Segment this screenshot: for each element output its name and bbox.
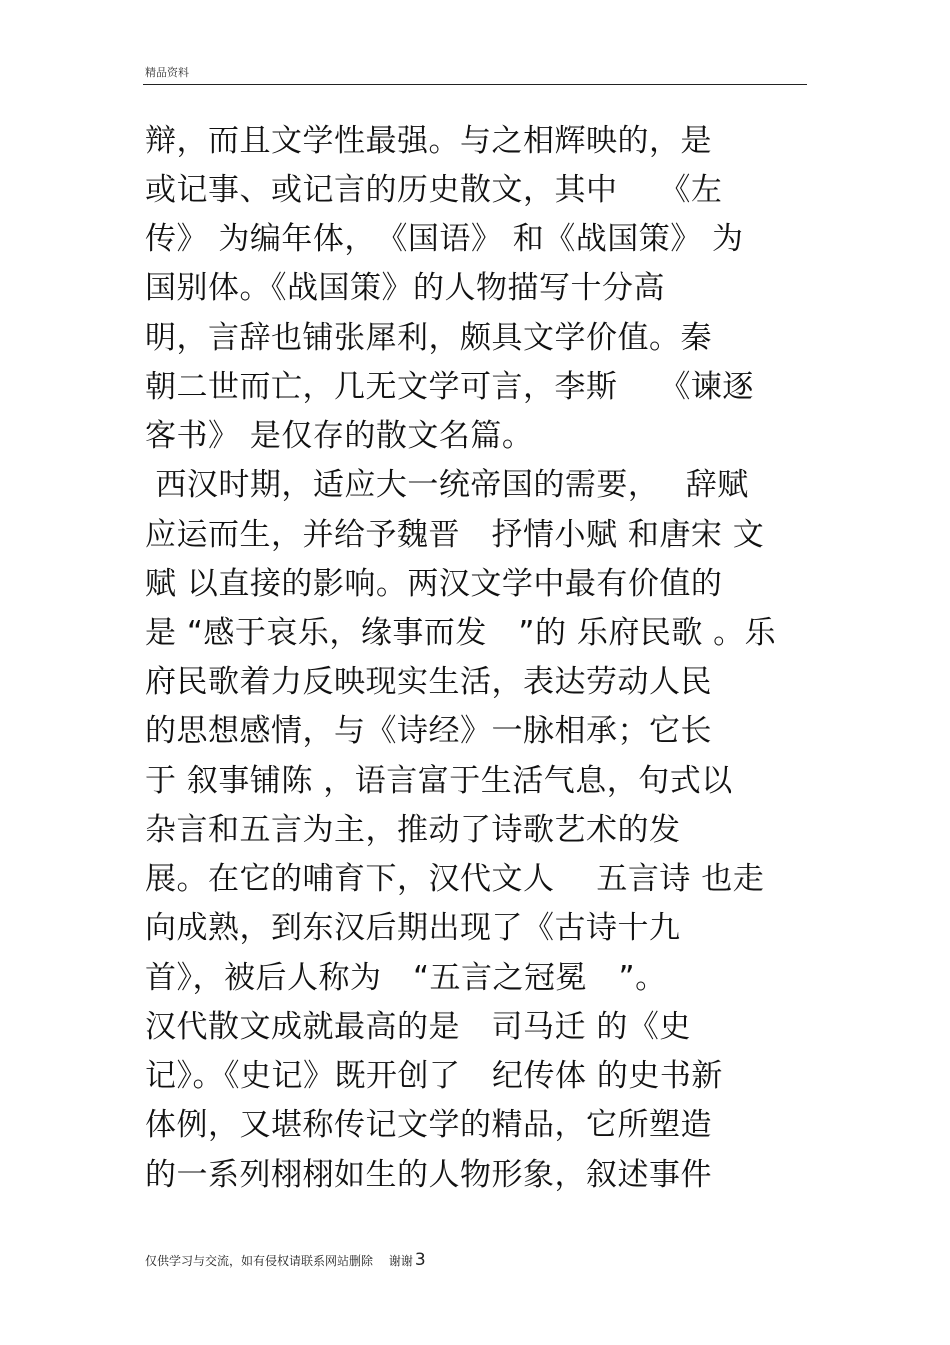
text-line: 杂言和五言为主，推动了诗歌艺术的发 (145, 812, 681, 848)
text-line: 的一系列栩栩如生的人物形象，叙述事件 (145, 1157, 712, 1193)
page-footer (145, 1250, 426, 1270)
text-line: 体例，又堪称传记文学的精品，它所塑造 (145, 1107, 712, 1143)
text-line: 国别体。《战国策》的人物描写十分高 (145, 270, 665, 306)
footer-text: 仅供学习与交流，如有侵权请联系网站删除 谢谢 (145, 1254, 413, 1268)
text-line: 辩，而且文学性最强。与之相辉映的，是 (145, 123, 712, 159)
header-rule (143, 84, 807, 85)
text-line: 于 叙事铺陈 ，语言富于生活气息，句式以 (145, 763, 733, 799)
page-header: 精品资料 (145, 66, 189, 79)
page-number: 3 (414, 1250, 426, 1270)
text-line: 赋 以直接的影响。两汉文学中最有价值的 (145, 566, 723, 602)
text-line: 西汉时期，适应大一统帝国的需要， 辞赋 (145, 467, 749, 503)
text-line: 应运而生，并给予魏晋 抒情小赋 和唐宋 文 (145, 517, 765, 553)
text-line: 府民歌着力反映现实生活，表达劳动人民 (145, 664, 712, 700)
text-line: 首》，被后人称为 “五言之冠冕 ”。 (145, 960, 667, 996)
text-line: 客书》 是仅存的散文名篇。 (145, 418, 534, 454)
text-line: 展。在它的哺育下，汉代文人 五言诗 也走 (145, 861, 765, 897)
text-line: 朝二世而亡，几无文学可言，李斯 《谏逐 (145, 369, 754, 405)
text-line: 或记事、或记言的历史散文，其中 《左 (145, 172, 723, 208)
text-line: 汉代散文成就最高的是 司马迁 的《史 (145, 1009, 691, 1045)
text-line: 传》 为编年体， 《国语》 和《战国策》 为 (145, 221, 744, 257)
text-line: 向成熟，到东汉后期出现了《古诗十九 (145, 910, 681, 946)
text-line: 是 “感于哀乐，缘事而发 ”的 乐府民歌 。乐 (145, 615, 777, 651)
text-line: 的思想感情，与《诗经》一脉相承；它长 (145, 713, 712, 749)
text-line: 记》。《史记》既开创了 纪传体 的史书新 (145, 1058, 723, 1094)
text-line: 明，言辞也铺张犀利，颇具文学价值。秦 (145, 320, 712, 356)
